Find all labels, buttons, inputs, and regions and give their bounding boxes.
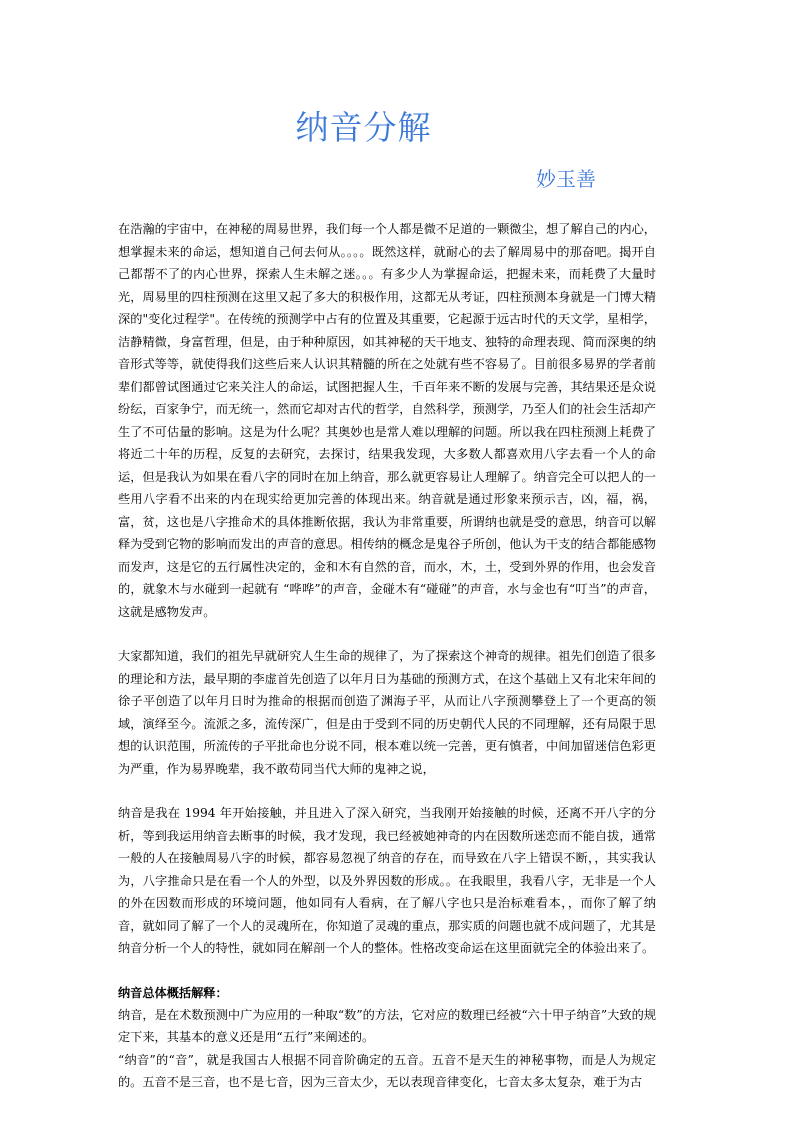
paragraph-spacer: [118, 623, 656, 645]
paragraph-history: 大家都知道，我们的祖先早就研究人生生命的规律了，为了探索这个神奇的规律。祖先们创造了很多的理论和方法，最早期的李虚首先创造了以年月日为基础的预测方式，在这个基础上又有北宋年间的徐子平创造了以年月日时为推命的根据而创造了渊海子平，从而让八字预测攀登上了一个更高的领域，演绎至今。流派之多，流传深广，但是由于受到不同的历史朝代人民的不同理解，还有局限于思想的认识范围，所流传的子平批命也分说不同，根本难以统一完善，更有慎者，中间加留迷信色彩更为严重，作为易界晚辈，我不敢苟同当代大师的鬼神之说，: [118, 649, 656, 776]
author-name: 妙玉善: [536, 167, 596, 191]
section-paragraph-definition: 纳音，是在术数预测中广为应用的一种取“数”的方法，它对应的数理已经被“六十甲子纳音”大致的规定下来，其基本的意义还是用“五行”来阐述的。: [118, 1007, 656, 1044]
section-heading: 纳音总体概括解释：: [118, 985, 228, 1000]
section-paragraph-five-tones: “纳音”的“音”，就是我国古人根据不同音阶确定的五音。五音不是天生的神秘事物，而是人为规定的。五音不是三音，也不是七音，因为三音太少，无以表现音律变化，七音太多太复杂，难于为古: [118, 1052, 656, 1089]
paragraph-spacer: [118, 780, 656, 802]
document-title: 纳音分解: [295, 108, 432, 147]
document-body: [118, 218, 656, 1094]
paragraph-introduction: 在浩瀚的宇宙中，在神秘的周易世界，我们每一个人都是微不足道的一颗微尘，想了解自己的内心，想掌握未来的命运，想知道自己何去何从。。。。既然这样，就耐心的去了解周易中的那奋吧。揭开自己都帮不了的内心世界，探索人生未解之迷。。。有多少人为掌握命运，把握未来，而耗费了大量时光，周易里的四柱预测在这里又起了多大的积极作用，这都无从考证，四柱预测本身就是一门博大精深的"变化过程学"。在传统的预测学中占有的位置及其重要，它起源于远古时代的天文学，星相学，洁静精微，身富哲理，但是，由于种种原因，如其神秘的天干地支、独特的命理表现、简而深奥的纳音形式等等，就使得我们这些后来人认识其精髓的所在之处就有些不容易了。目前很多易界的学者前辈们都曾试图通过它来关注人的命运，试图把握人生，千百年来不断的发展与完善，其结果还是众说纷纭，百家争宁，而无统一，然而它却对古代的哲学，自然科学，预测学，乃至人们的社会生活却产生了不可估量的影响。这是为什么呢？其奥妙也是常人难以理解的问题。所以我在四柱预测上耗费了将近二十年的历程，反复的去研究，去探讨，结果我发现，大多数人都喜欢用八字去看一个人的命运，但是我认为如果在看八字的同时在加上纳音，那么就更容易让人理解了。纳音完全可以把人的一些用八字看不出来的内在现实给更加完善的体现出来。纳音就是通过形象来预示吉，凶，福，祸，富，贫，这也是八字推命术的具体推断依据，我认为非常重要，所谓纳也就是受的意思，纳音可以解释为受到它物的影响而发出的声音的意思。相传纳的概念是鬼谷子所创，他认为干支的结合都能感物而发声，这是它的五行属性决定的，金和木有自然的音，而水，木，土，受到外界的作用，也会发音的，就象木与水碰到一起就有 “哗哗”的声音，金碰木有“碰碰”的声音，水与金也有“叮当”的声音，这就是感物发声。: [118, 222, 656, 619]
paragraph-spacer: [118, 960, 656, 982]
paragraph-personal-study: 纳音是我在 1994 年开始接触，并且进入了深入研究，当我刚开始接触的时候，还离不开八字的分析，等到我运用纳音去断事的时候，我才发现，我已经被她神奇的内在因数所迷恋而不能自拔，通常一般的人在接触周易八字的时候，都容易忽视了纳音的存在，而导致在八字上错误不断，，其实我认为，八字推命只是在看一个人的外型，以及外界因数的形成。。在我眼里，我看八字，无非是一个人的外在因数而形成的环境问题，他如同有人看病，在了解八字也只是治标难看本，，而你了解了纳音，就如同了解了一个人的灵魂所在，你知道了灵魂的重点，那实质的问题也就不成问题了，尤其是纳音分析一个人的特性，就如同在解剖一个人的整体。性格改变命运在这里面就完全的体验出来了。: [118, 806, 656, 955]
